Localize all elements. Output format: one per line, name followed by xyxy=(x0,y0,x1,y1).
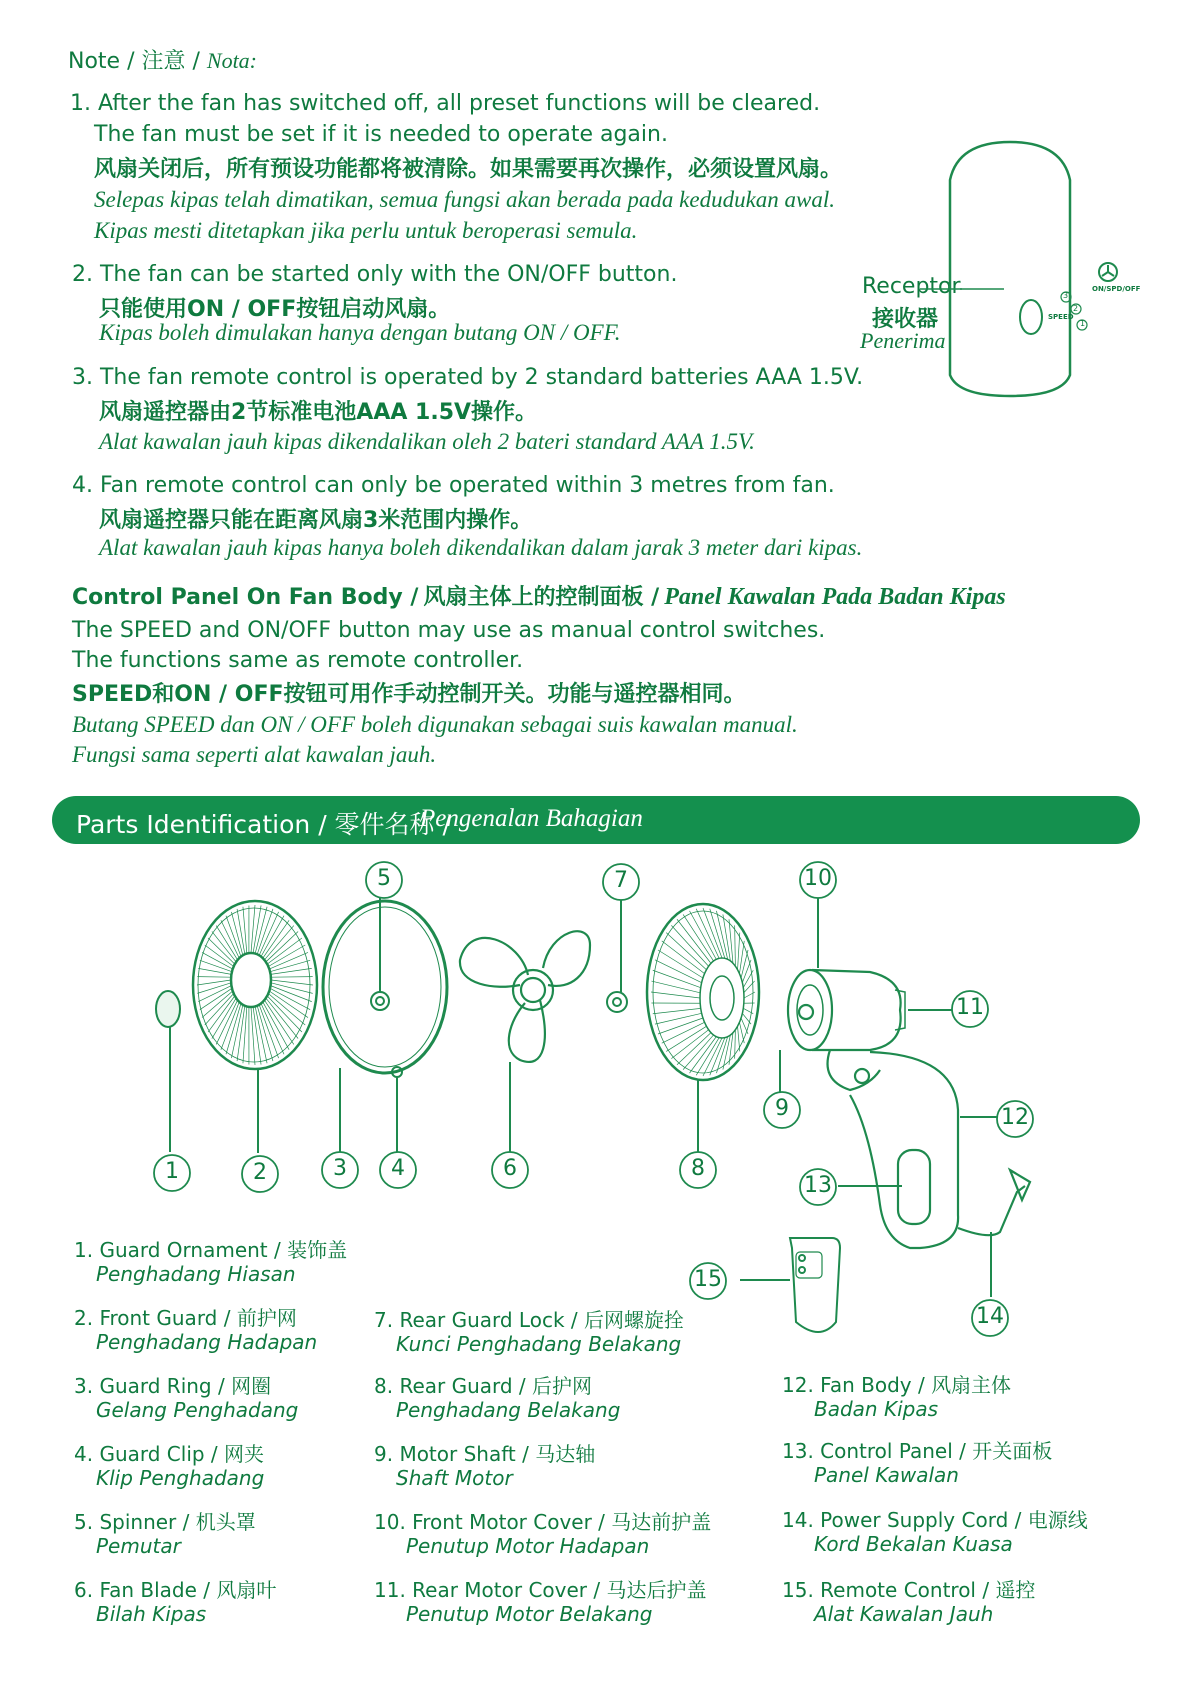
callout-label-6: 6 xyxy=(503,1156,517,1181)
part-ms-13: Panel Kawalan xyxy=(814,1463,959,1487)
part-ms-10: Penutup Motor Hadapan xyxy=(406,1534,650,1558)
part-name-3: 3. Guard Ring / 网圈 xyxy=(74,1374,272,1398)
parts-banner-ms: Pengenalan Bahagian xyxy=(420,805,643,832)
part-ms-9: Shaft Motor xyxy=(396,1466,513,1490)
callout-label-12: 12 xyxy=(1001,1105,1029,1130)
part-ms-11: Penutup Motor Belakang xyxy=(406,1602,653,1626)
note-3-zh: 风扇遥控器由2节标准电池AAA 1.5V操作。 xyxy=(99,400,538,425)
part-ms-1: Penghadang Hiasan xyxy=(96,1262,296,1286)
fan-blade-shape xyxy=(460,931,590,1062)
part-name-14: 14. Power Supply Cord / 电源线 xyxy=(782,1508,1088,1532)
callout-label-1: 1 xyxy=(165,1159,179,1184)
callout-label-8: 8 xyxy=(691,1156,705,1181)
note-3-en1: 3. The fan remote control is operated by 2 standard batteries AAA 1.5V. xyxy=(72,365,864,390)
note-4-en1: 4. Fan remote control can only be operated within 3 metres from fan. xyxy=(72,473,835,498)
control-panel-en1: The SPEED and ON/OFF button may use as manual control switches. xyxy=(72,618,826,643)
part-ms-2: Penghadang Hadapan xyxy=(96,1330,318,1354)
fan-body-shape xyxy=(788,970,1030,1248)
callout-label-9: 9 xyxy=(775,1096,789,1121)
callout-label-11: 11 xyxy=(956,995,984,1020)
receptor-sensor xyxy=(1020,300,1042,334)
callout-label-2: 2 xyxy=(253,1160,267,1185)
rear-guard-lock-shape xyxy=(607,992,627,1012)
note-heading-en: Note / 注意 / xyxy=(68,49,200,74)
rear-guard-shape xyxy=(647,904,759,1080)
part-name-13: 13. Control Panel / 开关面板 xyxy=(782,1439,1053,1463)
part-ms-6: Bilah Kipas xyxy=(96,1602,207,1626)
control-panel-title-zh: 风扇主体上的控制面板 / xyxy=(423,585,660,610)
control-panel-zh: SPEED和ON / OFF按钮可用作手动控制开关。功能与遥控器相同。 xyxy=(72,682,746,707)
control-panel-ms2: Fungsi sama seperti alat kawalan jauh. xyxy=(72,742,437,767)
part-name-8: 8. Rear Guard / 后护网 xyxy=(374,1374,593,1398)
part-ms-3: Gelang Penghadang xyxy=(96,1398,299,1422)
note-4-ms1: Alat kawalan jauh kipas hanya boleh dikendalikan dalam jarak 3 meter dari kipas. xyxy=(99,535,863,560)
part-name-12: 12. Fan Body / 风扇主体 xyxy=(782,1373,1012,1397)
callout-label-7: 7 xyxy=(614,868,628,893)
note-1-zh: 风扇关闭后，所有预设功能都将被清除。如果需要再次操作，必须设置风扇。 xyxy=(94,157,843,182)
receptor-n2: 2 xyxy=(1073,304,1079,313)
note-1-ms1: Selepas kipas telah dimatikan, semua fungsi akan berada pada kedudukan awal. xyxy=(94,187,836,212)
guard-ring-shape xyxy=(323,901,447,1073)
note-2-zh: 只能使用ON / OFF按钮启动风扇。 xyxy=(99,297,451,322)
part-name-2: 2. Front Guard / 前护网 xyxy=(74,1306,297,1330)
note-1-en2: The fan must be set if it is needed to operate again. xyxy=(94,122,668,147)
callout-label-10: 10 xyxy=(804,866,832,891)
front-guard-shape xyxy=(193,901,317,1069)
receptor-speed-text: SPEED xyxy=(1048,313,1074,321)
part-name-4: 4. Guard Clip / 网夹 xyxy=(74,1442,265,1466)
callout-label-5: 5 xyxy=(377,866,391,891)
part-ms-15: Alat Kawalan Jauh xyxy=(814,1602,994,1626)
note-2-en1: 2. The fan can be started only with the ON/OFF button. xyxy=(72,262,678,287)
control-panel-ms1: Butang SPEED dan ON / OFF boleh digunakan sebagai suis kawalan manual. xyxy=(72,712,798,737)
part-ms-7: Kunci Penghadang Belakang xyxy=(396,1332,682,1356)
callout-label-14: 14 xyxy=(976,1304,1004,1329)
note-3-ms1: Alat kawalan jauh kipas dikendalikan oleh 2 bateri standard AAA 1.5V. xyxy=(99,429,755,454)
part-name-6: 6. Fan Blade / 风扇叶 xyxy=(74,1578,277,1602)
note-heading-ms: Nota: xyxy=(206,48,258,73)
part-name-7: 7. Rear Guard Lock / 后网螺旋拴 xyxy=(374,1308,684,1332)
part-ms-8: Penghadang Belakang xyxy=(396,1398,621,1422)
note-1-ms2: Kipas mesti ditetapkan jika perlu untuk beroperasi semula. xyxy=(94,218,638,243)
part-name-11: 11. Rear Motor Cover / 马达后护盖 xyxy=(374,1578,707,1602)
note-2-ms1: Kipas boleh dimulakan hanya dengan butang ON / OFF. xyxy=(99,320,621,345)
part-ms-4: Klip Penghadang xyxy=(96,1466,265,1490)
callout-label-15: 15 xyxy=(694,1267,722,1292)
part-name-9: 9. Motor Shaft / 马达轴 xyxy=(374,1442,596,1466)
part-name-15: 15. Remote Control / 遥控 xyxy=(782,1578,1036,1602)
receptor-label-en: Receptor xyxy=(862,274,961,299)
part-ms-12: Badan Kipas xyxy=(814,1397,939,1421)
parts-banner-en: Parts Identification / 零件名称 / xyxy=(76,810,451,839)
part-ms-5: Pemutar xyxy=(96,1534,181,1558)
part-name-5: 5. Spinner / 机头罩 xyxy=(74,1510,256,1534)
note-4-zh: 风扇遥控器只能在距离风扇3米范围内操作。 xyxy=(99,508,533,533)
remote-control-shape xyxy=(790,1238,840,1332)
note-1-en1: 1. After the fan has switched off, all preset functions will be cleared. xyxy=(70,91,821,116)
receptor-n3: 3 xyxy=(1063,291,1069,300)
control-panel-title-en: Control Panel On Fan Body / xyxy=(72,585,419,610)
callout-label-13: 13 xyxy=(804,1173,832,1198)
part-ms-14: Kord Bekalan Kuasa xyxy=(814,1532,1013,1556)
part-name-10: 10. Front Motor Cover / 马达前护盖 xyxy=(374,1510,712,1534)
control-panel-title-ms: Panel Kawalan Pada Badan Kipas xyxy=(664,584,1006,610)
part-name-1: 1. Guard Ornament / 装饰盖 xyxy=(74,1238,348,1262)
receptor-label-ms: Penerima xyxy=(860,328,946,353)
receptor-label-zh: 接收器 xyxy=(872,307,939,332)
callout-label-3: 3 xyxy=(333,1156,347,1181)
receptor-onoff-text: ON/SPD/OFF xyxy=(1092,285,1141,293)
receptor-panel xyxy=(920,142,1117,396)
control-panel-en2: The functions same as remote controller. xyxy=(72,648,524,673)
guard-ornament-shape xyxy=(156,991,180,1027)
callout-label-4: 4 xyxy=(391,1156,405,1181)
receptor-n1: 1 xyxy=(1080,319,1086,328)
